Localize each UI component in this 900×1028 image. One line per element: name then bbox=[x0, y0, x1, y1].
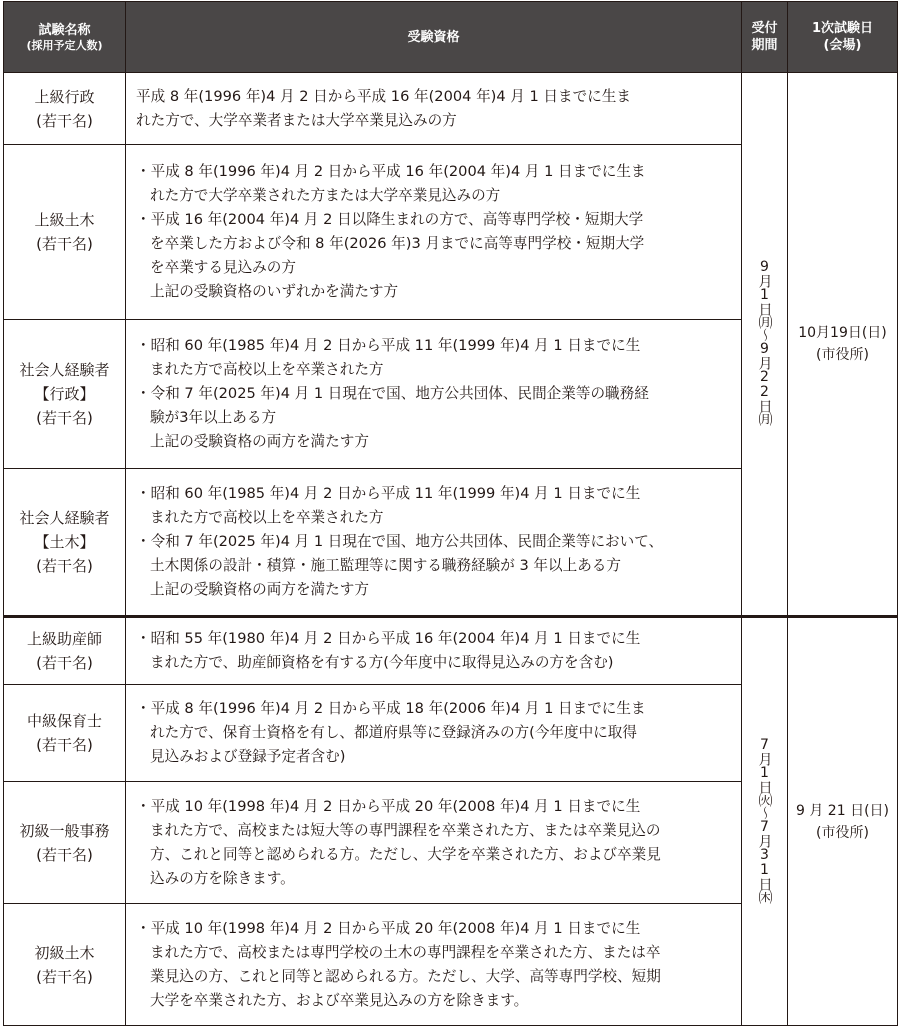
qualification-cell bbox=[126, 469, 742, 617]
exam-table bbox=[3, 1, 898, 1026]
header-exam-name-label: 試験名称 bbox=[38, 22, 91, 38]
qualification-line: ・昭和 60 年(1985 年)4 月 2 日から平成 11 年(1999 年)4 月 1 日までに生 bbox=[136, 485, 641, 502]
exam-date: 9 月 21 日(日) bbox=[796, 802, 889, 819]
exam-name-cell bbox=[4, 685, 126, 782]
qualification-line: を卒業する見込みの方 bbox=[150, 259, 296, 276]
exam-count: (若干名) bbox=[36, 654, 93, 672]
qualification-line: 験が3年以上ある方 bbox=[150, 409, 277, 426]
qualification-line: 上記の受験資格の両方を満たす方 bbox=[150, 581, 369, 598]
qualification-line: 込みの方を除きます。 bbox=[150, 869, 295, 887]
qualification-line: 土木関係の設計・積算・施工監理等に関する職務経験が 3 年以上ある方 bbox=[150, 557, 621, 574]
exam-name-cell bbox=[4, 73, 126, 145]
qualification-line: れた方で、大学卒業者または大学卒業見込みの方 bbox=[136, 111, 457, 129]
qualification-line: 上記の受験資格の両方を満たす方 bbox=[150, 433, 369, 450]
exam-venue: (市役所) bbox=[816, 824, 869, 841]
exam-name-cell bbox=[4, 320, 126, 469]
exam-count: (若干名) bbox=[36, 235, 93, 253]
exam-name-cell bbox=[4, 782, 126, 904]
qualification-line: まれた方で、高校または専門学校の土木の専門課程を卒業された方、または卒 bbox=[150, 943, 661, 961]
exam-count: (若干名) bbox=[36, 557, 93, 575]
header-exam-name bbox=[4, 2, 126, 73]
exam-name: 上級助産師 bbox=[26, 630, 102, 648]
exam-category: 【土木】 bbox=[34, 533, 95, 551]
exam-name: 上級行政 bbox=[34, 87, 95, 106]
qualification-line: まれた方で、助産師資格を有する方(今年度中に取得見込みの方を含む) bbox=[150, 654, 614, 671]
qualification-cell bbox=[126, 320, 742, 469]
qualification-cell bbox=[126, 685, 742, 782]
qualification-cell bbox=[126, 904, 742, 1026]
exam-count: (若干名) bbox=[36, 845, 93, 864]
qualification-line: れた方で、保育士資格を有し、都道府県等に登録済みの方(今年度中に取得 bbox=[150, 724, 637, 741]
exam-count: (若干名) bbox=[36, 967, 93, 986]
table-row bbox=[4, 617, 898, 685]
qualification-line: まれた方で高校以上を卒業された方 bbox=[150, 509, 384, 526]
qualification-line: れた方で大学卒業された方または大学卒業見込みの方 bbox=[150, 187, 501, 204]
qualification-line: ・昭和 60 年(1985 年)4 月 2 日から平成 11 年(1999 年)4 月 1 日までに生 bbox=[136, 337, 641, 354]
header-period bbox=[742, 2, 788, 73]
qualification-line: 業見込の方、これと同等と認められる方。ただし、大学、高等専門学校、短期 bbox=[150, 967, 661, 985]
header-exam-name-sub: (採用予定人数) bbox=[26, 38, 103, 52]
exam-date-cell-group2 bbox=[788, 617, 898, 1026]
exam-name: 上級土木 bbox=[34, 211, 95, 229]
qualification-line: ・平成 16 年(2004 年)4 月 2 日以降生まれの方で、高等専門学校・短期大学 bbox=[136, 211, 644, 228]
exam-venue: (市役所) bbox=[816, 347, 869, 363]
period-cell-group2 bbox=[742, 617, 788, 1026]
exam-category: 【行政】 bbox=[34, 385, 95, 403]
period-text: 7月1日㈫〜7月31日㈭ bbox=[756, 736, 773, 903]
qualification-line: まれた方で高校以上を卒業された方 bbox=[150, 361, 384, 378]
period-text: 9月1日㈪〜9月22日㈪ bbox=[756, 259, 773, 425]
qualification-line: 平成 8 年(1996 年)4 月 2 日から平成 16 年(2004 年)4 月 1 日までに生ま bbox=[136, 87, 631, 105]
exam-name-cell bbox=[4, 145, 126, 320]
qualification-cell bbox=[126, 145, 742, 320]
exam-date-cell-group1 bbox=[788, 73, 898, 617]
qualification-line: ・昭和 55 年(1980 年)4 月 2 日から平成 16 年(2004 年)4 月 1 日までに生 bbox=[136, 630, 641, 647]
qualification-line: を卒業した方および令和 8 年(2026 年)3 月までに高等専門学校・短期大学 bbox=[150, 235, 645, 252]
header-exam-date bbox=[788, 2, 898, 73]
exam-name: 社会人経験者 bbox=[19, 361, 110, 379]
exam-name: 中級保育士 bbox=[26, 712, 102, 730]
exam-count: (若干名) bbox=[36, 409, 93, 427]
table-row bbox=[4, 73, 898, 145]
qualification-cell bbox=[126, 782, 742, 904]
qualification-line: ・平成 10 年(1998 年)4 月 2 日から平成 20 年(2008 年)4 月 1 日までに生 bbox=[136, 919, 641, 937]
qualification-line: ・令和 7 年(2025 年)4 月 1 日現在で国、地方公共団体、民間企業等において、 bbox=[136, 533, 664, 550]
header-exam-date-venue: (会場) bbox=[823, 38, 862, 53]
qualification-cell bbox=[126, 617, 742, 685]
exam-count: (若干名) bbox=[36, 111, 93, 130]
header-row bbox=[4, 2, 898, 73]
header-period-label-2: 期間 bbox=[751, 38, 778, 53]
header-period-label-1: 受付 bbox=[751, 21, 778, 36]
qualification-line: 方、これと同等と認められる方。ただし、大学を卒業された方、および卒業見 bbox=[150, 845, 661, 863]
qualification-line: 上記の受験資格のいずれかを満たす方 bbox=[150, 283, 399, 300]
qualification-cell bbox=[126, 73, 742, 145]
exam-name-cell bbox=[4, 617, 126, 685]
qualification-line: まれた方で、高校または短大等の専門課程を卒業された方、または卒業見込の bbox=[150, 821, 661, 839]
exam-count: (若干名) bbox=[36, 736, 93, 754]
period-cell-group1 bbox=[742, 73, 788, 617]
exam-date: 10月19日(日) bbox=[798, 325, 887, 341]
qualification-line: 大学を卒業された方、および卒業見込みの方を除きます。 bbox=[150, 991, 529, 1009]
exam-name-cell bbox=[4, 904, 126, 1026]
qualification-line: ・平成 10 年(1998 年)4 月 2 日から平成 20 年(2008 年)4 月 1 日までに生 bbox=[136, 797, 641, 815]
qualification-line: ・平成 8 年(1996 年)4 月 2 日から平成 16 年(2004 年)4 月 1 日までに生ま bbox=[136, 163, 646, 180]
qualification-line: ・平成 8 年(1996 年)4 月 2 日から平成 18 年(2006 年)4 月 1 日までに生ま bbox=[136, 700, 646, 717]
exam-name: 社会人経験者 bbox=[19, 509, 110, 527]
exam-name-cell bbox=[4, 469, 126, 617]
header-exam-date-label: 1次試験日 bbox=[811, 21, 874, 36]
exam-name: 初級土木 bbox=[34, 943, 95, 962]
exam-name: 初級一般事務 bbox=[19, 821, 110, 840]
header-qualification bbox=[126, 2, 742, 73]
header-qualification-label: 受験資格 bbox=[407, 29, 460, 45]
qualification-line: ・令和 7 年(2025 年)4 月 1 日現在で国、地方公共団体、民間企業等の職務経 bbox=[136, 385, 649, 402]
qualification-line: 見込みおよび登録予定者含む) bbox=[150, 748, 346, 765]
